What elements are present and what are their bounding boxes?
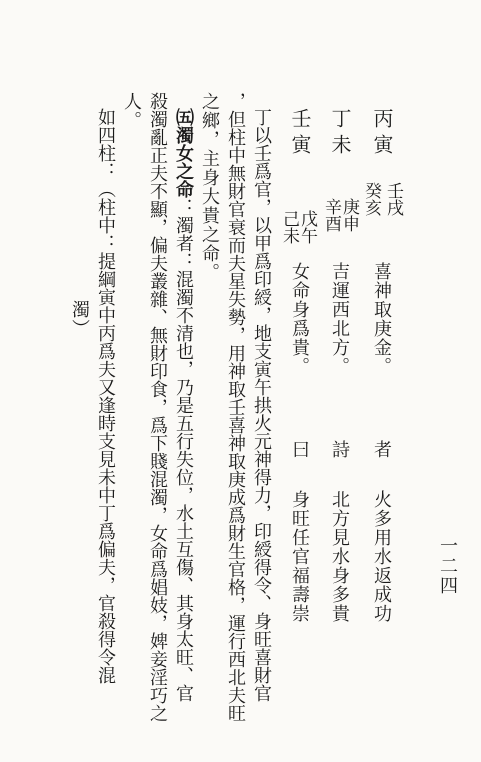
body-line-2: ，但柱中無財官衰而夫星失勢，用神取壬喜神取庚成爲財生官格，運行西北夫旺 bbox=[225, 92, 246, 722]
pillar-month: 丁未 bbox=[328, 108, 352, 160]
luck-pair-2-b: 庚申 bbox=[339, 198, 359, 232]
luck-pair-1 bbox=[362, 182, 379, 216]
verse-marker-3: 曰 bbox=[289, 440, 310, 459]
pillar-year: 丙寅 bbox=[370, 108, 394, 160]
verse-marker-2: 詩 bbox=[329, 440, 350, 459]
body-line-4 bbox=[174, 108, 192, 702]
luck-pair-1b bbox=[384, 182, 401, 216]
luck-pair-2-a: 辛酉 bbox=[321, 198, 341, 232]
luck-pair-2 bbox=[322, 198, 339, 232]
section-text: ：濁者：混濁不清也，乃是五行失位，水土互傷、其身太旺、官 bbox=[173, 198, 194, 702]
body-line-6: 人。 bbox=[121, 92, 142, 130]
poem-line-2: 北方見水身多貴 bbox=[329, 490, 350, 623]
body-line-1: 丁以壬爲官，以甲爲印綬，地支寅午拱火元神得力，印綬得令、身旺喜財官 bbox=[251, 108, 272, 702]
body-line-7: 如四柱：（柱中：提綱寅中丙爲夫又逢時支見未中丁爲偏夫，官殺得令混 bbox=[95, 108, 116, 684]
luck-pair-2b bbox=[340, 198, 357, 232]
luck-pair-1-b: 壬戌 bbox=[383, 182, 403, 216]
pillar-day: 壬寅 bbox=[288, 108, 312, 160]
luck-pair-3-a: 己未 bbox=[279, 210, 299, 244]
body-line-3: 之鄉，主身大貴之命。 bbox=[199, 92, 220, 282]
verse-marker-1: 者 bbox=[371, 440, 392, 459]
poem-line-3: 身旺任官福壽崇 bbox=[289, 490, 310, 623]
luck-pair-3 bbox=[280, 210, 297, 244]
luck-pair-3b bbox=[298, 210, 315, 244]
luck-pair-3-b: 戊午 bbox=[297, 210, 317, 244]
section-heading: ㈤濁女之命 bbox=[173, 108, 194, 198]
verse-line-2: 吉運西北方。 bbox=[329, 262, 350, 376]
poem-line-1: 火多用水返成功 bbox=[371, 490, 392, 623]
verse-line-3: 女命身爲貴。 bbox=[289, 262, 310, 376]
verse-line-1: 喜神取庚金。 bbox=[371, 262, 392, 376]
body-line-5: 殺濁亂正夫不顯，偏夫叢雜、無財印食，爲下賤混濁，女命爲娼妓，婢妾淫巧之 bbox=[147, 92, 168, 722]
luck-pair-1-a: 癸亥 bbox=[361, 182, 381, 216]
page-number: 一二四 bbox=[437, 536, 458, 596]
body-line-8: 濁） bbox=[69, 300, 90, 338]
